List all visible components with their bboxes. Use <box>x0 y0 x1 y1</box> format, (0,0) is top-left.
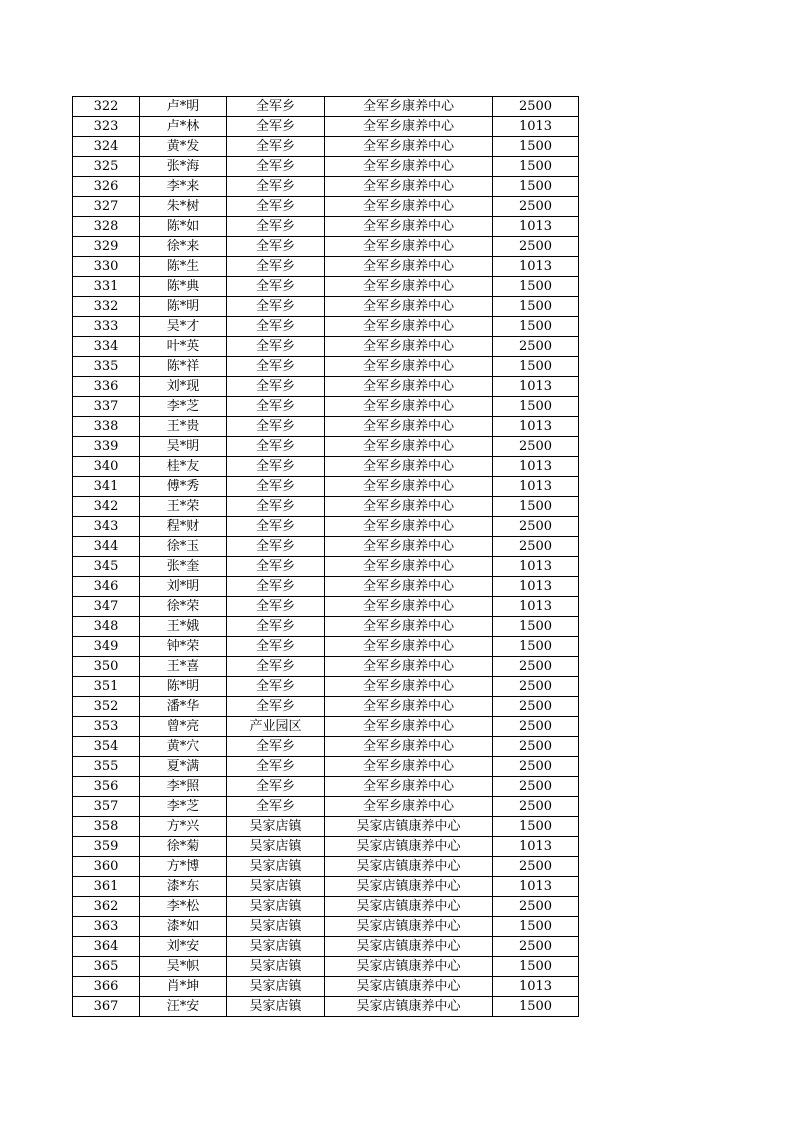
amount-cell: 2500 <box>493 337 579 357</box>
amount-cell: 2500 <box>493 757 579 777</box>
amount-cell: 1500 <box>493 957 579 977</box>
care-center-cell: 全军乡康养中心 <box>325 597 493 617</box>
table-row <box>73 957 579 977</box>
name-cell: 陈*典 <box>140 277 227 297</box>
table-row <box>73 717 579 737</box>
name-cell: 方*兴 <box>140 817 227 837</box>
row-number-cell: 326 <box>73 177 140 197</box>
name-cell: 陈*明 <box>140 677 227 697</box>
row-number-cell: 342 <box>73 497 140 517</box>
row-number-cell: 323 <box>73 117 140 137</box>
table-row <box>73 997 579 1017</box>
amount-cell: 2500 <box>493 677 579 697</box>
table-row <box>73 257 579 277</box>
township-cell: 吴家店镇 <box>227 817 325 837</box>
name-cell: 桂*友 <box>140 457 227 477</box>
row-number-cell: 344 <box>73 537 140 557</box>
care-center-cell: 吴家店镇康养中心 <box>325 897 493 917</box>
table-row <box>73 617 579 637</box>
row-number-cell: 357 <box>73 797 140 817</box>
township-cell: 吴家店镇 <box>227 917 325 937</box>
name-cell: 王*贵 <box>140 417 227 437</box>
care-center-cell: 全军乡康养中心 <box>325 697 493 717</box>
name-cell: 吴*才 <box>140 317 227 337</box>
row-number-cell: 338 <box>73 417 140 437</box>
name-cell: 刘*现 <box>140 377 227 397</box>
row-number-cell: 353 <box>73 717 140 737</box>
row-number-cell: 363 <box>73 917 140 937</box>
table-row <box>73 877 579 897</box>
amount-cell: 1500 <box>493 637 579 657</box>
table-row <box>73 537 579 557</box>
table-body <box>73 97 579 1017</box>
care-center-cell: 吴家店镇康养中心 <box>325 877 493 897</box>
name-cell: 方*博 <box>140 857 227 877</box>
row-number-cell: 335 <box>73 357 140 377</box>
care-center-cell: 全军乡康养中心 <box>325 197 493 217</box>
township-cell: 全军乡 <box>227 217 325 237</box>
row-number-cell: 330 <box>73 257 140 277</box>
amount-cell: 1013 <box>493 117 579 137</box>
table-row <box>73 897 579 917</box>
care-center-cell: 吴家店镇康养中心 <box>325 817 493 837</box>
amount-cell: 1013 <box>493 257 579 277</box>
row-number-cell: 328 <box>73 217 140 237</box>
care-center-cell: 全军乡康养中心 <box>325 637 493 657</box>
amount-cell: 1500 <box>493 917 579 937</box>
name-cell: 刘*明 <box>140 577 227 597</box>
township-cell: 全军乡 <box>227 597 325 617</box>
care-center-cell: 全军乡康养中心 <box>325 437 493 457</box>
care-center-cell: 全军乡康养中心 <box>325 557 493 577</box>
name-cell: 傅*秀 <box>140 477 227 497</box>
row-number-cell: 322 <box>73 97 140 117</box>
care-center-cell: 全军乡康养中心 <box>325 177 493 197</box>
amount-cell: 1013 <box>493 837 579 857</box>
amount-cell: 1500 <box>493 817 579 837</box>
table-row <box>73 417 579 437</box>
table-row <box>73 97 579 117</box>
amount-cell: 2500 <box>493 237 579 257</box>
row-number-cell: 339 <box>73 437 140 457</box>
care-center-cell: 全军乡康养中心 <box>325 397 493 417</box>
township-cell: 全军乡 <box>227 397 325 417</box>
table-row <box>73 677 579 697</box>
amount-cell: 2500 <box>493 697 579 717</box>
amount-cell: 2500 <box>493 797 579 817</box>
township-cell: 吴家店镇 <box>227 957 325 977</box>
table-row <box>73 757 579 777</box>
care-center-cell: 全军乡康养中心 <box>325 537 493 557</box>
table-row <box>73 117 579 137</box>
row-number-cell: 351 <box>73 677 140 697</box>
care-center-cell: 全军乡康养中心 <box>325 677 493 697</box>
township-cell: 全军乡 <box>227 257 325 277</box>
township-cell: 吴家店镇 <box>227 877 325 897</box>
care-center-cell: 全军乡康养中心 <box>325 297 493 317</box>
amount-cell: 1013 <box>493 977 579 997</box>
care-center-cell: 全军乡康养中心 <box>325 777 493 797</box>
name-cell: 漆*东 <box>140 877 227 897</box>
name-cell: 钟*荣 <box>140 637 227 657</box>
township-cell: 吴家店镇 <box>227 897 325 917</box>
amount-cell: 1013 <box>493 557 579 577</box>
name-cell: 张*海 <box>140 157 227 177</box>
township-cell: 全军乡 <box>227 617 325 637</box>
amount-cell: 2500 <box>493 537 579 557</box>
row-number-cell: 359 <box>73 837 140 857</box>
table-row <box>73 577 579 597</box>
table-row <box>73 317 579 337</box>
township-cell: 全军乡 <box>227 677 325 697</box>
care-center-cell: 全军乡康养中心 <box>325 417 493 437</box>
township-cell: 全军乡 <box>227 297 325 317</box>
name-cell: 吴*明 <box>140 437 227 457</box>
name-cell: 王*喜 <box>140 657 227 677</box>
township-cell: 全军乡 <box>227 697 325 717</box>
care-center-cell: 全军乡康养中心 <box>325 217 493 237</box>
table-row <box>73 457 579 477</box>
township-cell: 全军乡 <box>227 517 325 537</box>
amount-cell: 1500 <box>493 397 579 417</box>
care-center-cell: 全军乡康养中心 <box>325 97 493 117</box>
amount-cell: 2500 <box>493 777 579 797</box>
amount-cell: 1500 <box>493 617 579 637</box>
care-center-cell: 全军乡康养中心 <box>325 457 493 477</box>
amount-cell: 2500 <box>493 937 579 957</box>
name-cell: 李*松 <box>140 897 227 917</box>
name-cell: 夏*满 <box>140 757 227 777</box>
table-row <box>73 237 579 257</box>
row-number-cell: 350 <box>73 657 140 677</box>
township-cell: 全军乡 <box>227 437 325 457</box>
township-cell: 全军乡 <box>227 157 325 177</box>
table-row <box>73 917 579 937</box>
name-cell: 汪*安 <box>140 997 227 1017</box>
name-cell: 李*照 <box>140 777 227 797</box>
township-cell: 全军乡 <box>227 657 325 677</box>
table-row <box>73 437 579 457</box>
table-row <box>73 857 579 877</box>
row-number-cell: 331 <box>73 277 140 297</box>
amount-cell: 2500 <box>493 897 579 917</box>
name-cell: 曾*亮 <box>140 717 227 737</box>
amount-cell: 1013 <box>493 377 579 397</box>
care-center-cell: 全军乡康养中心 <box>325 257 493 277</box>
amount-cell: 1500 <box>493 177 579 197</box>
data-table <box>72 96 579 1017</box>
care-center-cell: 全军乡康养中心 <box>325 477 493 497</box>
care-center-cell: 全军乡康养中心 <box>325 577 493 597</box>
row-number-cell: 329 <box>73 237 140 257</box>
name-cell: 程*财 <box>140 517 227 537</box>
amount-cell: 1013 <box>493 597 579 617</box>
care-center-cell: 全军乡康养中心 <box>325 717 493 737</box>
care-center-cell: 全军乡康养中心 <box>325 317 493 337</box>
table-row <box>73 697 579 717</box>
care-center-cell: 全军乡康养中心 <box>325 497 493 517</box>
care-center-cell: 全军乡康养中心 <box>325 237 493 257</box>
table-row <box>73 337 579 357</box>
name-cell: 徐*荣 <box>140 597 227 617</box>
row-number-cell: 348 <box>73 617 140 637</box>
care-center-cell: 吴家店镇康养中心 <box>325 937 493 957</box>
name-cell: 李*芝 <box>140 797 227 817</box>
care-center-cell: 全军乡康养中心 <box>325 277 493 297</box>
name-cell: 黄*穴 <box>140 737 227 757</box>
amount-cell: 1013 <box>493 477 579 497</box>
table-row <box>73 837 579 857</box>
name-cell: 徐*玉 <box>140 537 227 557</box>
amount-cell: 2500 <box>493 97 579 117</box>
township-cell: 吴家店镇 <box>227 857 325 877</box>
table-row <box>73 517 579 537</box>
township-cell: 全军乡 <box>227 197 325 217</box>
name-cell: 肖*坤 <box>140 977 227 997</box>
table-row <box>73 497 579 517</box>
name-cell: 卢*明 <box>140 97 227 117</box>
row-number-cell: 365 <box>73 957 140 977</box>
care-center-cell: 全军乡康养中心 <box>325 737 493 757</box>
amount-cell: 2500 <box>493 517 579 537</box>
amount-cell: 1013 <box>493 417 579 437</box>
care-center-cell: 全军乡康养中心 <box>325 337 493 357</box>
table-row <box>73 477 579 497</box>
table-row <box>73 297 579 317</box>
row-number-cell: 333 <box>73 317 140 337</box>
name-cell: 潘*华 <box>140 697 227 717</box>
table-row <box>73 137 579 157</box>
township-cell: 全军乡 <box>227 577 325 597</box>
amount-cell: 2500 <box>493 857 579 877</box>
township-cell: 全军乡 <box>227 377 325 397</box>
name-cell: 陈*祥 <box>140 357 227 377</box>
amount-cell: 2500 <box>493 437 579 457</box>
row-number-cell: 346 <box>73 577 140 597</box>
amount-cell: 1500 <box>493 157 579 177</box>
amount-cell: 2500 <box>493 657 579 677</box>
name-cell: 朱*树 <box>140 197 227 217</box>
amount-cell: 1013 <box>493 457 579 477</box>
name-cell: 卢*林 <box>140 117 227 137</box>
care-center-cell: 全军乡康养中心 <box>325 157 493 177</box>
amount-cell: 1500 <box>493 277 579 297</box>
care-center-cell: 全军乡康养中心 <box>325 617 493 637</box>
row-number-cell: 343 <box>73 517 140 537</box>
amount-cell: 1013 <box>493 577 579 597</box>
name-cell: 陈*如 <box>140 217 227 237</box>
row-number-cell: 358 <box>73 817 140 837</box>
care-center-cell: 吴家店镇康养中心 <box>325 997 493 1017</box>
row-number-cell: 367 <box>73 997 140 1017</box>
care-center-cell: 全军乡康养中心 <box>325 757 493 777</box>
row-number-cell: 341 <box>73 477 140 497</box>
table-row <box>73 397 579 417</box>
table-row <box>73 357 579 377</box>
row-number-cell: 345 <box>73 557 140 577</box>
table-row <box>73 597 579 617</box>
amount-cell: 1500 <box>493 297 579 317</box>
township-cell: 全军乡 <box>227 637 325 657</box>
name-cell: 李*来 <box>140 177 227 197</box>
township-cell: 全军乡 <box>227 497 325 517</box>
amount-cell: 1500 <box>493 497 579 517</box>
care-center-cell: 全军乡康养中心 <box>325 117 493 137</box>
row-number-cell: 324 <box>73 137 140 157</box>
township-cell: 全军乡 <box>227 237 325 257</box>
table-row <box>73 177 579 197</box>
row-number-cell: 364 <box>73 937 140 957</box>
row-number-cell: 352 <box>73 697 140 717</box>
township-cell: 全军乡 <box>227 97 325 117</box>
row-number-cell: 327 <box>73 197 140 217</box>
township-cell: 全军乡 <box>227 757 325 777</box>
care-center-cell: 全军乡康养中心 <box>325 357 493 377</box>
table-row <box>73 817 579 837</box>
name-cell: 王*荣 <box>140 497 227 517</box>
amount-cell: 2500 <box>493 737 579 757</box>
township-cell: 吴家店镇 <box>227 837 325 857</box>
township-cell: 吴家店镇 <box>227 977 325 997</box>
amount-cell: 2500 <box>493 197 579 217</box>
row-number-cell: 361 <box>73 877 140 897</box>
township-cell: 全军乡 <box>227 137 325 157</box>
table-row <box>73 277 579 297</box>
care-center-cell: 全军乡康养中心 <box>325 137 493 157</box>
row-number-cell: 354 <box>73 737 140 757</box>
row-number-cell: 336 <box>73 377 140 397</box>
name-cell: 叶*英 <box>140 337 227 357</box>
table-row <box>73 737 579 757</box>
amount-cell: 1013 <box>493 217 579 237</box>
row-number-cell: 362 <box>73 897 140 917</box>
name-cell: 李*芝 <box>140 397 227 417</box>
care-center-cell: 吴家店镇康养中心 <box>325 917 493 937</box>
township-cell: 全军乡 <box>227 277 325 297</box>
table-row <box>73 157 579 177</box>
table-row <box>73 197 579 217</box>
name-cell: 陈*生 <box>140 257 227 277</box>
township-cell: 产业园区 <box>227 717 325 737</box>
name-cell: 徐*菊 <box>140 837 227 857</box>
township-cell: 全军乡 <box>227 117 325 137</box>
township-cell: 全军乡 <box>227 317 325 337</box>
care-center-cell: 吴家店镇康养中心 <box>325 977 493 997</box>
row-number-cell: 325 <box>73 157 140 177</box>
row-number-cell: 366 <box>73 977 140 997</box>
row-number-cell: 349 <box>73 637 140 657</box>
township-cell: 全军乡 <box>227 557 325 577</box>
care-center-cell: 全军乡康养中心 <box>325 797 493 817</box>
row-number-cell: 347 <box>73 597 140 617</box>
table-row <box>73 657 579 677</box>
table-row <box>73 777 579 797</box>
township-cell: 全军乡 <box>227 357 325 377</box>
row-number-cell: 340 <box>73 457 140 477</box>
name-cell: 徐*来 <box>140 237 227 257</box>
care-center-cell: 全军乡康养中心 <box>325 657 493 677</box>
care-center-cell: 吴家店镇康养中心 <box>325 957 493 977</box>
table-row <box>73 797 579 817</box>
township-cell: 全军乡 <box>227 177 325 197</box>
table-row <box>73 937 579 957</box>
amount-cell: 1500 <box>493 317 579 337</box>
township-cell: 吴家店镇 <box>227 997 325 1017</box>
name-cell: 吴*帜 <box>140 957 227 977</box>
table-row <box>73 557 579 577</box>
name-cell: 陈*明 <box>140 297 227 317</box>
amount-cell: 1500 <box>493 357 579 377</box>
row-number-cell: 334 <box>73 337 140 357</box>
township-cell: 全军乡 <box>227 737 325 757</box>
amount-cell: 1500 <box>493 137 579 157</box>
township-cell: 全军乡 <box>227 417 325 437</box>
table-row <box>73 637 579 657</box>
township-cell: 吴家店镇 <box>227 937 325 957</box>
table-row <box>73 377 579 397</box>
name-cell: 王*娥 <box>140 617 227 637</box>
table-row <box>73 977 579 997</box>
amount-cell: 1013 <box>493 877 579 897</box>
township-cell: 全军乡 <box>227 777 325 797</box>
care-center-cell: 全军乡康养中心 <box>325 517 493 537</box>
row-number-cell: 337 <box>73 397 140 417</box>
row-number-cell: 332 <box>73 297 140 317</box>
name-cell: 漆*如 <box>140 917 227 937</box>
township-cell: 全军乡 <box>227 457 325 477</box>
name-cell: 黄*发 <box>140 137 227 157</box>
township-cell: 全军乡 <box>227 477 325 497</box>
name-cell: 张*奎 <box>140 557 227 577</box>
township-cell: 全军乡 <box>227 337 325 357</box>
row-number-cell: 356 <box>73 777 140 797</box>
table-row <box>73 217 579 237</box>
amount-cell: 2500 <box>493 717 579 737</box>
care-center-cell: 吴家店镇康养中心 <box>325 837 493 857</box>
township-cell: 全军乡 <box>227 797 325 817</box>
care-center-cell: 吴家店镇康养中心 <box>325 857 493 877</box>
row-number-cell: 355 <box>73 757 140 777</box>
township-cell: 全军乡 <box>227 537 325 557</box>
row-number-cell: 360 <box>73 857 140 877</box>
name-cell: 刘*安 <box>140 937 227 957</box>
care-center-cell: 全军乡康养中心 <box>325 377 493 397</box>
amount-cell: 1500 <box>493 997 579 1017</box>
